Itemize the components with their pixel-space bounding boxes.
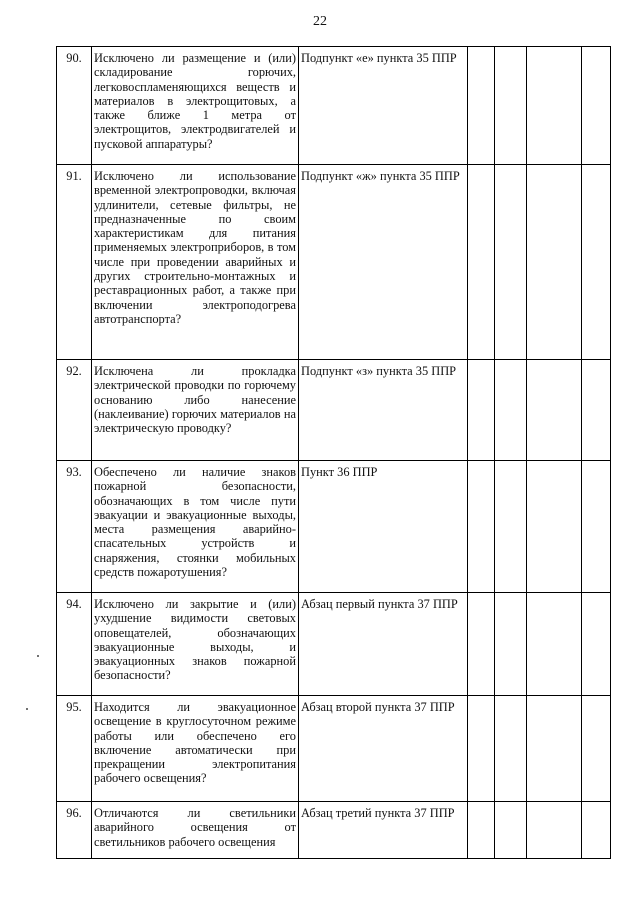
answer-cell-no bbox=[495, 593, 527, 696]
notes-cell bbox=[582, 165, 611, 360]
answer-cell-no bbox=[495, 165, 527, 360]
reference-cell: Подпункт «з» пункта 35 ППР bbox=[299, 360, 468, 461]
answer-cell-na bbox=[527, 360, 582, 461]
answer-cell-yes bbox=[468, 165, 495, 360]
answer-cell-yes bbox=[468, 802, 495, 859]
row-number: 90. bbox=[57, 47, 92, 165]
checklist-table bbox=[56, 46, 611, 859]
reference-cell: Пункт 36 ППР bbox=[299, 461, 468, 593]
reference-cell: Абзац первый пункта 37 ППР bbox=[299, 593, 468, 696]
answer-cell-na bbox=[527, 461, 582, 593]
answer-cell-yes bbox=[468, 593, 495, 696]
table-row bbox=[57, 802, 611, 859]
table-row bbox=[57, 461, 611, 593]
question-cell: Находится ли эвакуационное освещение в круглосуточном режиме работы или обеспечено его включение автоматически при прекращении электропитания рабочего освещения? bbox=[92, 696, 299, 802]
scan-speck bbox=[26, 708, 28, 710]
row-number: 91. bbox=[57, 165, 92, 360]
notes-cell bbox=[582, 696, 611, 802]
reference-cell: Абзац второй пункта 37 ППР bbox=[299, 696, 468, 802]
answer-cell-yes bbox=[468, 47, 495, 165]
answer-cell-na bbox=[527, 802, 582, 859]
answer-cell-no bbox=[495, 802, 527, 859]
answer-cell-na bbox=[527, 165, 582, 360]
table-row bbox=[57, 593, 611, 696]
notes-cell bbox=[582, 47, 611, 165]
answer-cell-yes bbox=[468, 461, 495, 593]
question-cell: Исключено ли закрытие и (или) ухудшение видимости световых оповещателей, обозначающих эвакуационные выходы, и эвакуационных знаков пожарной безопасности? bbox=[92, 593, 299, 696]
answer-cell-no bbox=[495, 47, 527, 165]
row-number: 96. bbox=[57, 802, 92, 859]
row-number: 92. bbox=[57, 360, 92, 461]
reference-cell: Подпункт «ж» пункта 35 ППР bbox=[299, 165, 468, 360]
table-row bbox=[57, 165, 611, 360]
answer-cell-na bbox=[527, 593, 582, 696]
table-row bbox=[57, 360, 611, 461]
notes-cell bbox=[582, 802, 611, 859]
question-cell: Обеспечено ли наличие знаков пожарной безопасности, обозначающих в том числе пути эвакуации и эвакуационные выходы, места размещения аварийно-спасательных устройств и снаряжения, стоянки мобильных средств пожаротушения? bbox=[92, 461, 299, 593]
answer-cell-no bbox=[495, 696, 527, 802]
answer-cell-na bbox=[527, 47, 582, 165]
question-cell: Исключено ли использование временной электропроводки, включая удлинители, сетевые фильтры, не предназначенные по своим характеристикам для питания применяемых электроприборов, в том числе при проведении аварийных и других строительно-монтажных и реставрационных работ, а также при включении электроподогрева автотранспорта? bbox=[92, 165, 299, 360]
scan-speck bbox=[37, 655, 39, 657]
reference-cell: Абзац третий пункта 37 ППР bbox=[299, 802, 468, 859]
question-cell: Отличаются ли светильники аварийного освещения от светильников рабочего освещения bbox=[92, 802, 299, 859]
answer-cell-yes bbox=[468, 696, 495, 802]
reference-cell: Подпункт «е» пункта 35 ППР bbox=[299, 47, 468, 165]
page-number: 22 bbox=[313, 14, 327, 29]
notes-cell bbox=[582, 461, 611, 593]
notes-cell bbox=[582, 360, 611, 461]
answer-cell-no bbox=[495, 360, 527, 461]
question-cell: Исключено ли размещение и (или) складирование горючих, легковоспламеняющихся веществ и материалов в электрощитовых, а также ближе 1 метра от электрощитов, электродвигателей и пусковой аппаратуры? bbox=[92, 47, 299, 165]
row-number: 94. bbox=[57, 593, 92, 696]
question-cell: Исключена ли прокладка электрической проводки по горючему основанию либо нанесение (наклеивание) горючих материалов на электрическую проводку? bbox=[92, 360, 299, 461]
row-number: 93. bbox=[57, 461, 92, 593]
table-row bbox=[57, 696, 611, 802]
answer-cell-no bbox=[495, 461, 527, 593]
answer-cell-na bbox=[527, 696, 582, 802]
table-row bbox=[57, 47, 611, 165]
notes-cell bbox=[582, 593, 611, 696]
answer-cell-yes bbox=[468, 360, 495, 461]
row-number: 95. bbox=[57, 696, 92, 802]
